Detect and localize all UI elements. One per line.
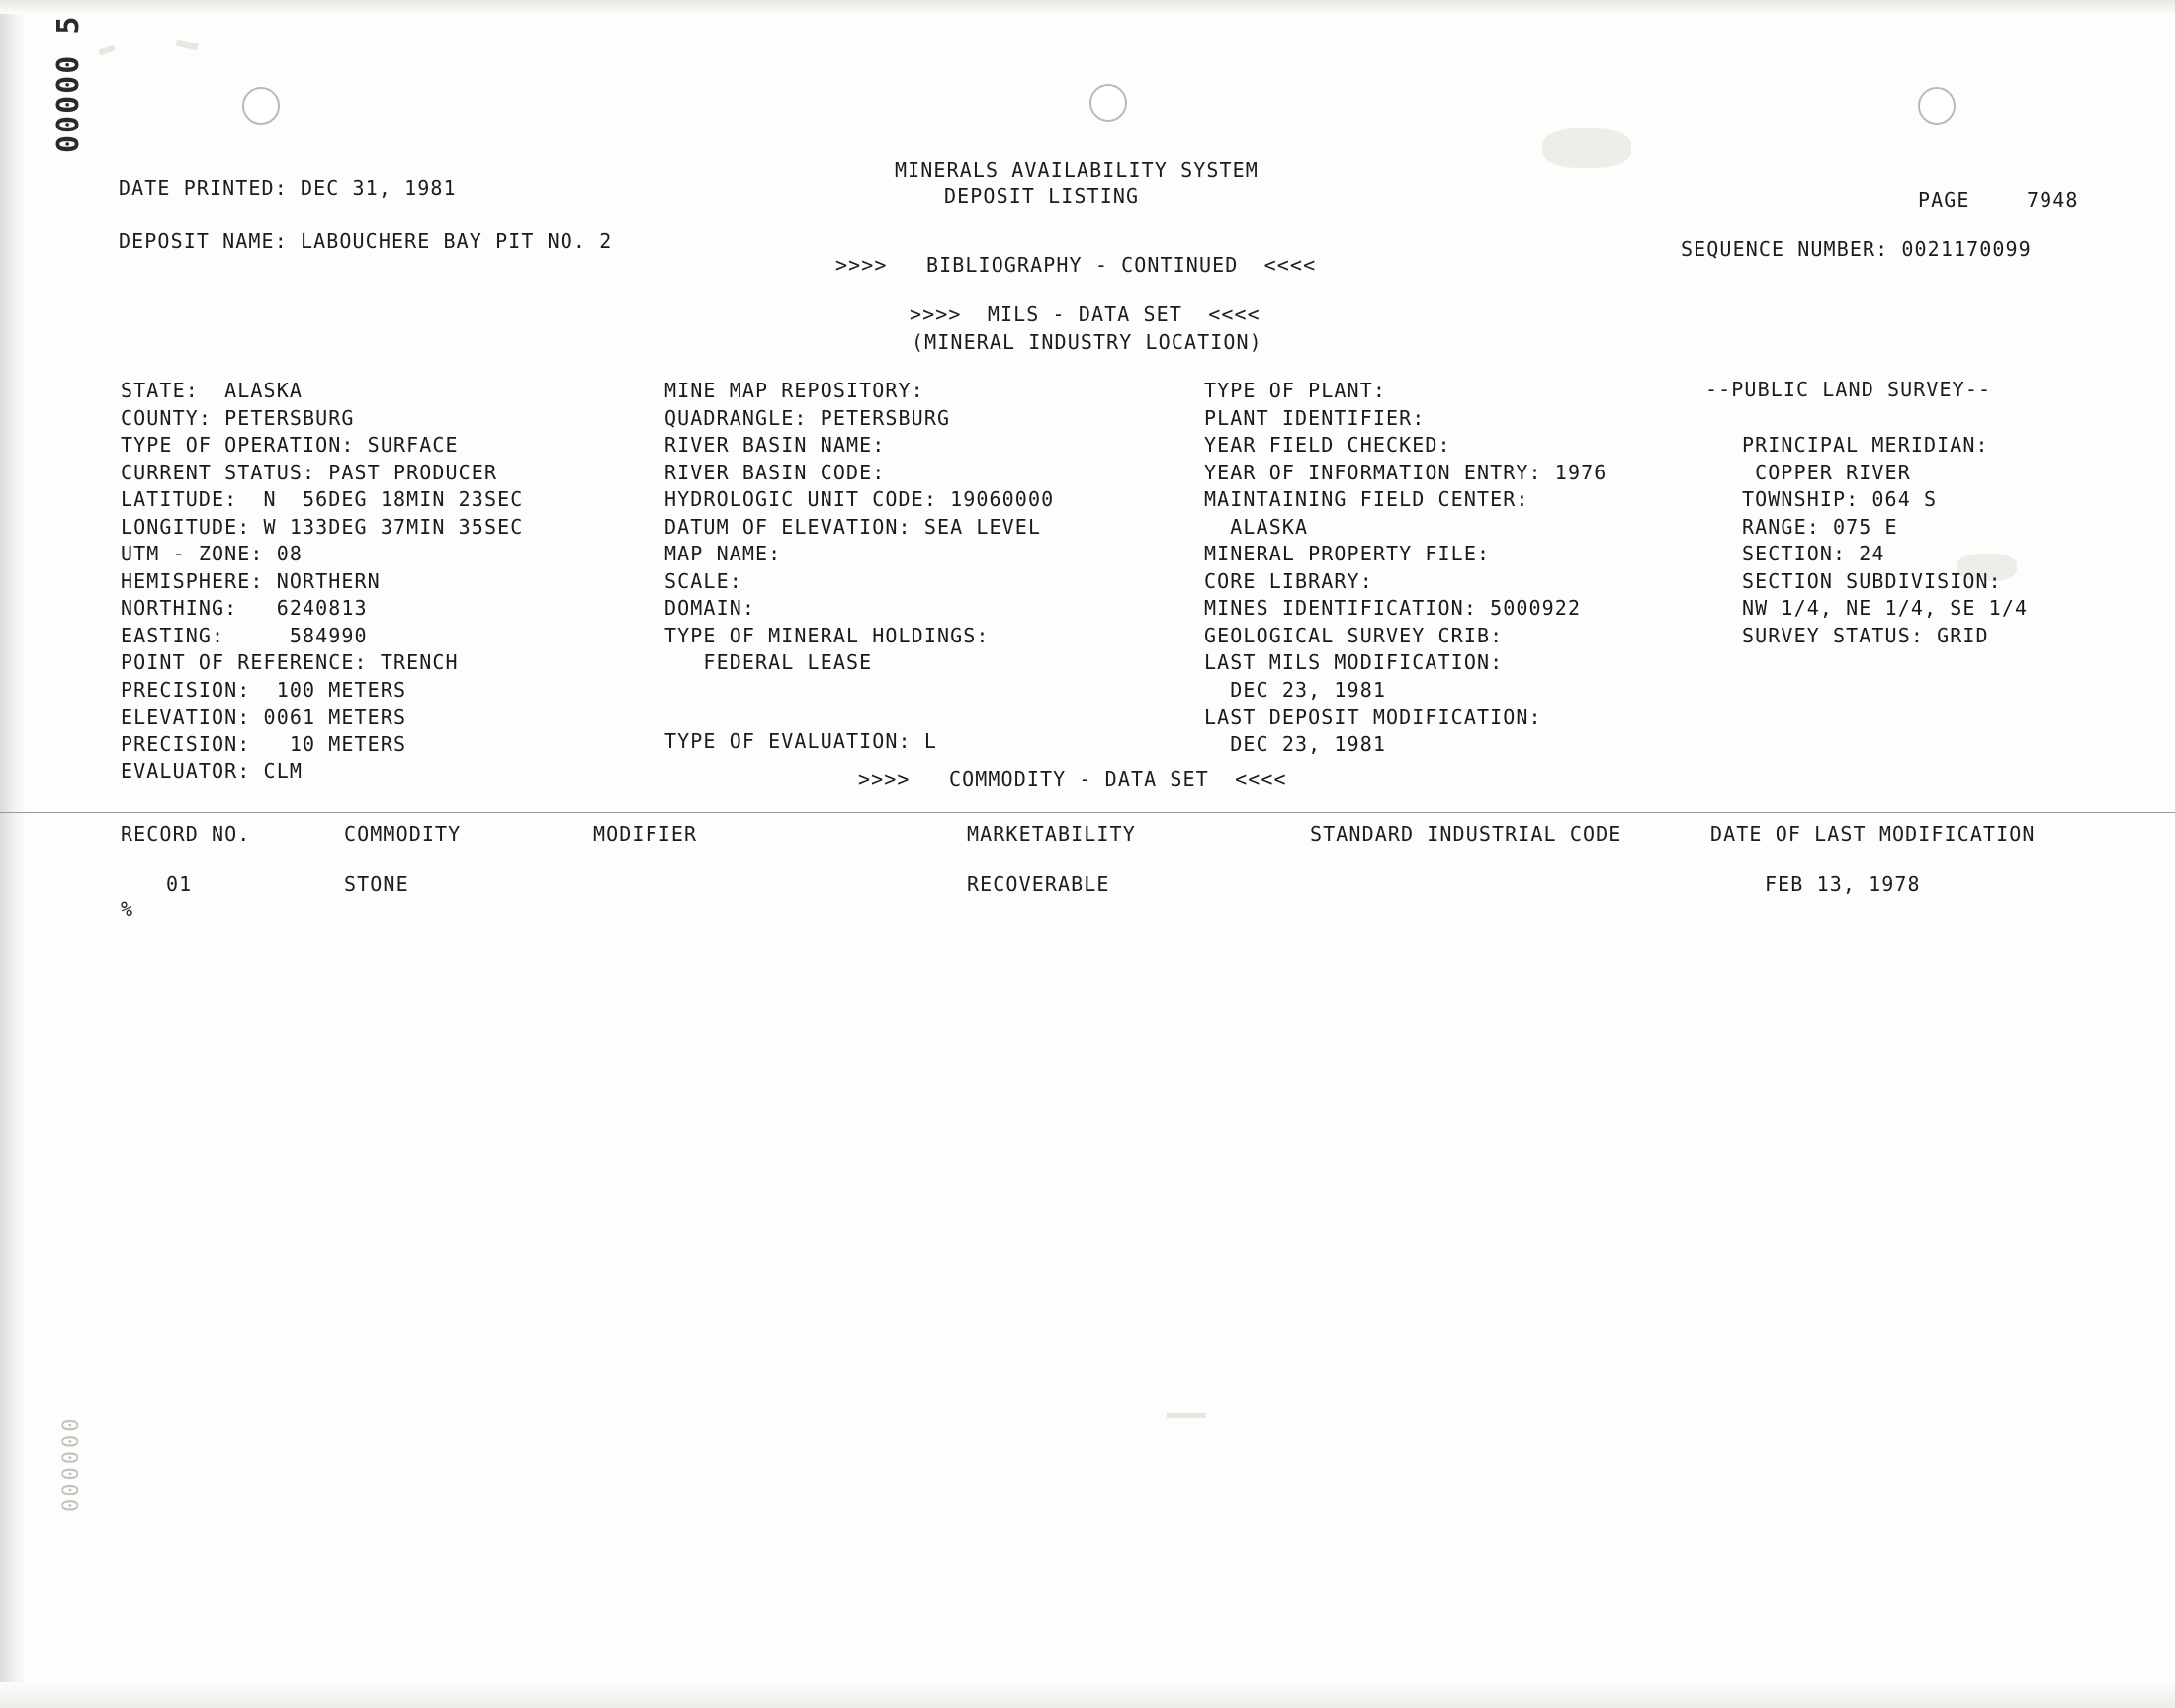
table-header-date-of-last-modification: DATE OF LAST MODIFICATION — [1710, 822, 2036, 846]
data-row: MINE MAP REPOSITORY: — [664, 379, 924, 402]
data-row: DOMAIN: — [664, 596, 755, 620]
table-header-commodity: COMMODITY — [344, 822, 462, 846]
table-row-commodity: STONE — [344, 872, 409, 896]
data-row: PLANT IDENTIFIER: — [1204, 405, 1426, 430]
data-row: TOWNSHIP: 064 S — [1742, 487, 1938, 511]
data-row: SCALE: — [664, 568, 742, 593]
data-row: SURVEY STATUS: GRID — [1742, 623, 1989, 647]
page-number: 7948 — [2027, 188, 2079, 212]
data-row: QUADRANGLE: PETERSBURG — [664, 405, 951, 430]
data-row: MINERAL PROPERTY FILE: — [1204, 542, 1491, 565]
data-row: GEOLOGICAL SURVEY CRIB: — [1204, 623, 1504, 647]
mils-banner: >>>> MILS - DATA SET <<<< — [910, 302, 1261, 326]
table-row-record-no: 01 — [166, 872, 193, 896]
table-row-date-of-last-modification: FEB 13, 1978 — [1765, 872, 1921, 896]
paper-left-edge — [0, 0, 26, 1708]
data-row: YEAR FIELD CHECKED: — [1204, 433, 1451, 457]
date-printed: DATE PRINTED: DEC 31, 1981 — [119, 176, 457, 200]
data-row: PRECISION: 10 METERS — [121, 731, 407, 756]
data-row: CORE LIBRARY: — [1204, 568, 1373, 593]
table-header-modifier: MODIFIER — [593, 822, 698, 846]
data-row: RIVER BASIN CODE: — [664, 460, 886, 484]
data-row: HYDROLOGIC UNIT CODE: 19060000 — [664, 487, 1055, 511]
deposit-name: DEPOSIT NAME: LABOUCHERE BAY PIT NO. 2 — [119, 229, 613, 253]
scan-speckle — [1167, 1413, 1206, 1418]
data-row: NORTHING: 6240813 — [121, 596, 368, 620]
data-row: ELEVATION: 0061 METERS — [121, 705, 407, 728]
data-row: DEC 23, 1981 — [1204, 731, 1386, 756]
data-row: NW 1/4, NE 1/4, SE 1/4 — [1742, 596, 2029, 620]
serial-stamp: 00000 5 — [51, 14, 86, 153]
mils-subtitle: (MINERAL INDUSTRY LOCATION) — [912, 330, 1262, 354]
sequence-number: SEQUENCE NUMBER: 0021170099 — [1681, 237, 2032, 261]
data-row: PRECISION: 100 METERS — [121, 677, 407, 702]
punch-hole — [242, 87, 280, 125]
data-row: SECTION SUBDIVISION: — [1742, 568, 2002, 593]
data-row: MAINTAINING FIELD CENTER: — [1204, 487, 1529, 511]
paper-bottom-edge — [0, 1682, 2175, 1708]
mils-column-location — [121, 378, 523, 786]
data-row: PRINCIPAL MERIDIAN: — [1742, 433, 1989, 457]
type-of-evaluation: TYPE OF EVALUATION: L — [664, 729, 937, 753]
data-row: TYPE OF OPERATION: SURFACE — [121, 433, 459, 457]
data-row: STATE: ALASKA — [121, 379, 303, 402]
data-row: EASTING: 584990 — [121, 623, 368, 647]
data-row: LAST MILS MODIFICATION: — [1204, 650, 1504, 674]
data-row: SECTION: 24 — [1742, 542, 1885, 565]
data-row: COUNTY: PETERSBURG — [121, 405, 355, 430]
section-divider — [0, 812, 2175, 813]
punch-hole — [1089, 84, 1127, 122]
data-row: MINES IDENTIFICATION: 5000922 — [1204, 596, 1582, 620]
data-row: POINT OF REFERENCE: TRENCH — [121, 650, 459, 674]
data-row: MAP NAME: — [664, 542, 782, 565]
table-header-record-no: RECORD NO. — [121, 822, 251, 846]
data-row: LAST DEPOSIT MODIFICATION: — [1204, 705, 1542, 728]
mils-column-map — [664, 378, 1054, 677]
data-row: ALASKA — [1204, 514, 1309, 539]
system-title-line1: MINERALS AVAILABILITY SYSTEM — [895, 158, 1259, 182]
mils-column-survey — [1742, 432, 2028, 649]
data-row: TYPE OF PLANT: — [1204, 379, 1386, 402]
data-row: DATUM OF ELEVATION: SEA LEVEL — [664, 514, 1042, 539]
data-row: LATITUDE: N 56DEG 18MIN 23SEC — [121, 487, 524, 511]
data-row: DEC 23, 1981 — [1204, 677, 1386, 702]
data-row: TYPE OF MINERAL HOLDINGS: — [664, 623, 990, 647]
data-row: HEMISPHERE: NORTHERN — [121, 568, 381, 593]
data-row: YEAR OF INFORMATION ENTRY: 1976 — [1204, 460, 1608, 484]
data-row: CURRENT STATUS: PAST PRODUCER — [121, 460, 498, 484]
scan-speckle — [98, 44, 115, 55]
data-row: LONGITUDE: W 133DEG 37MIN 35SEC — [121, 514, 524, 539]
page-label: PAGE — [1918, 188, 1970, 212]
table-row-marketability: RECOVERABLE — [967, 872, 1110, 896]
data-row: UTM - ZONE: 08 — [121, 542, 303, 565]
commodity-banner: >>>> COMMODITY - DATA SET <<<< — [858, 767, 1287, 791]
bibliography-banner: >>>> BIBLIOGRAPHY - CONTINUED <<<< — [835, 253, 1317, 277]
system-title-line2: DEPOSIT LISTING — [944, 184, 1140, 208]
percent-mark: % — [121, 897, 134, 921]
scan-smudge — [1542, 128, 1631, 168]
table-header-standard-industrial-code: STANDARD INDUSTRIAL CODE — [1310, 822, 1622, 846]
paper-top-edge — [0, 0, 2175, 14]
mils-column-plant — [1204, 378, 1607, 758]
data-row: RANGE: 075 E — [1742, 514, 1898, 539]
data-row: COPPER RIVER — [1742, 460, 1911, 484]
public-land-survey-title: --PUBLIC LAND SURVEY-- — [1705, 378, 1992, 401]
serial-stamp-faint: 000000 — [59, 1415, 84, 1512]
scan-speckle — [176, 40, 199, 50]
data-row: FEDERAL LEASE — [664, 650, 873, 674]
data-row: RIVER BASIN NAME: — [664, 433, 886, 457]
data-row: EVALUATOR: CLM — [121, 759, 303, 783]
table-header-marketability: MARKETABILITY — [967, 822, 1136, 846]
punch-hole — [1918, 87, 1956, 125]
